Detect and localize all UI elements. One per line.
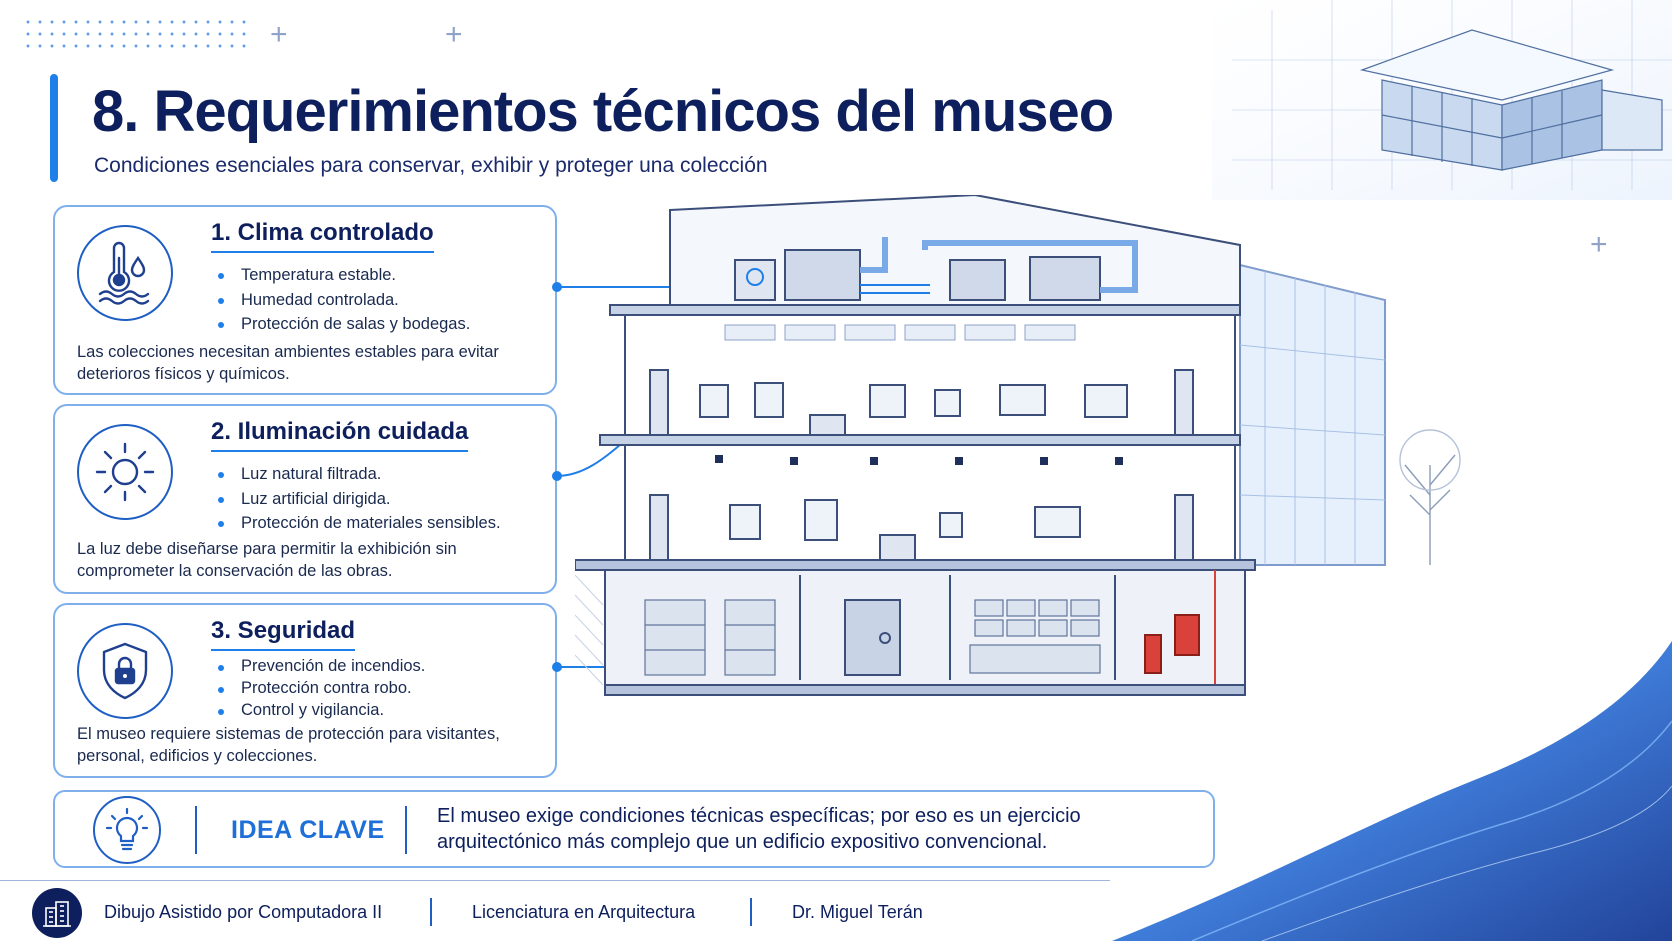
key-idea-label: IDEA CLAVE — [231, 816, 385, 844]
footer-program: Licenciatura en Arquitectura — [472, 902, 696, 922]
museum-cross-section-illustration — [575, 195, 1500, 785]
bullet-list — [215, 655, 425, 721]
card-description: Las colecciones necesitan ambientes estables para evitar deterioros físicos y químicos. — [77, 343, 499, 383]
card-lighting — [53, 404, 557, 594]
title-accent-bar — [50, 74, 58, 182]
plus-decoration: + — [1590, 228, 1608, 261]
list-item: Luz artificial dirigida. — [215, 487, 501, 512]
list-item: Protección de materiales sensibles. — [215, 511, 501, 536]
footer-author: Dr. Miguel Terán — [792, 902, 923, 922]
page-title: 8. Requerimientos técnicos del museo — [92, 79, 1114, 144]
plus-decoration: + — [445, 18, 463, 51]
page-subtitle: Condiciones esenciales para conservar, exhibir y proteger una colección — [94, 154, 768, 177]
shield-lock-icon — [77, 623, 173, 719]
lightbulb-icon — [93, 796, 161, 864]
thermometer-humidity-icon — [77, 225, 173, 321]
plus-decoration: + — [270, 18, 288, 51]
divider — [195, 806, 197, 854]
building-logo-icon — [32, 888, 82, 938]
bullet-list — [215, 462, 501, 536]
key-idea-box — [53, 790, 1215, 868]
list-item: Protección de salas y bodegas. — [215, 312, 470, 337]
key-idea-text: El museo exige condiciones técnicas específicas; por eso es un ejercicio arquitectónico más complejo que un edificio expositivo convencional. — [437, 805, 1081, 853]
dot-grid-decoration — [22, 16, 252, 56]
list-item: Protección contra robo. — [215, 677, 425, 699]
building-sketch-illustration — [1212, 0, 1672, 200]
divider — [405, 806, 407, 854]
card-description: El museo requiere sistemas de protección para visitantes, personal, edificios y colecciones. — [77, 725, 500, 765]
list-item: Prevención de incendios. — [215, 655, 425, 677]
footer-separator — [750, 898, 752, 926]
card-title: 3. Seguridad — [211, 617, 355, 651]
card-description: La luz debe diseñarse para permitir la exhibición sin comprometer la conservación de las obras. — [77, 540, 457, 580]
card-climate — [53, 205, 557, 395]
footer-separator — [430, 898, 432, 926]
bullet-list — [215, 263, 470, 337]
footer-course: Dibujo Asistido por Computadora II — [104, 902, 383, 922]
list-item: Temperatura estable. — [215, 263, 470, 288]
sun-icon — [77, 424, 173, 520]
card-security — [53, 603, 557, 778]
list-item: Control y vigilancia. — [215, 699, 425, 721]
list-item: Humedad controlada. — [215, 288, 470, 313]
list-item: Luz natural filtrada. — [215, 462, 501, 487]
footer-divider — [0, 880, 1110, 881]
card-title: 2. Iluminación cuidada — [211, 418, 468, 452]
card-title: 1. Clima controlado — [211, 219, 434, 253]
